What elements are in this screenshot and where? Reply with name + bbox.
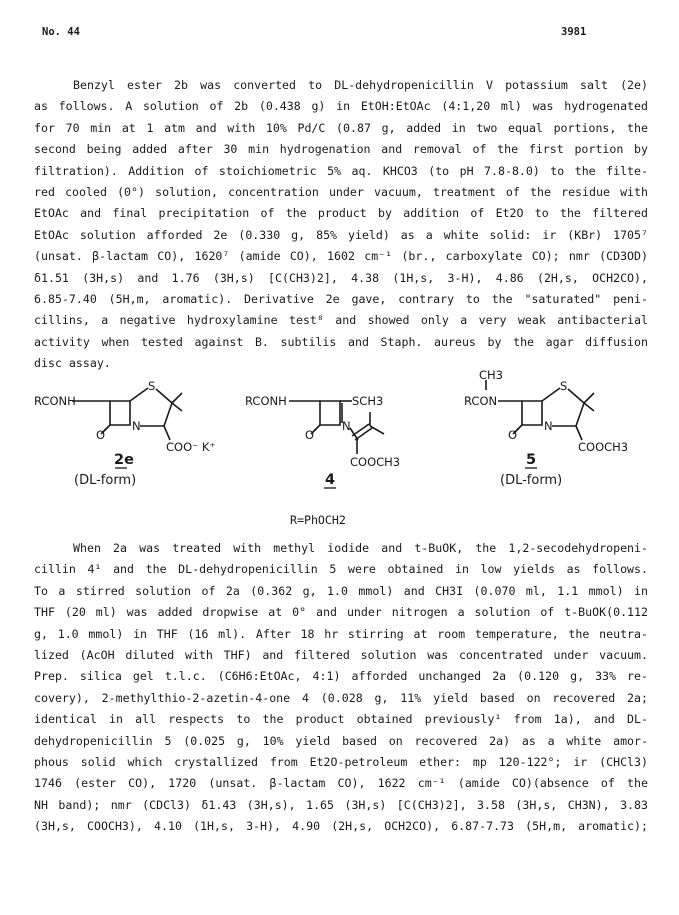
text-line: lized (AcOH diluted with THF) and filtered solution was concentrated under vacuum. — [34, 647, 648, 662]
text-line: (3H,s, COOCH3), 4.10 (1H,s, 3-H), 4.90 (2H,s, OCH2CO), 6.87-7.73 (5H,m, aromatic); — [34, 819, 648, 834]
atom-o: O — [305, 428, 315, 442]
text-line: cillin 4¹ and the DL-dehydropenicillin 5 were obtained in low yields as follows. — [34, 562, 648, 577]
group-carboxylate: COO⁻ K⁺ — [166, 440, 216, 454]
bond — [576, 426, 582, 440]
compound-label-5: 5 — [526, 452, 537, 468]
text-line: Benzyl ester 2b was converted to DL-dehydropenicillin V potassium salt (2e) — [73, 78, 648, 92]
text-line: THF (20 ml) was added dropwise at 0° and under nitrogen a solution of t-BuOK(0.112 — [34, 605, 648, 620]
methyl-bond — [172, 403, 182, 411]
structure-2e — [72, 388, 182, 440]
chemical-structures-scheme — [24, 368, 654, 498]
text-line: covery), 2-methylthio-2-azetin-4-one 4 (0.028 g, 11% yield based on recovered 2a; — [34, 690, 648, 705]
compound-label-4: 4 — [325, 472, 336, 488]
text-line: When 2a was treated with methyl iodide and t-BuOK, the 1,2-secodehydropeni- — [73, 541, 648, 555]
methyl-bond — [584, 403, 594, 411]
text-line: red cooled (0°) solution, concentration under vacuum, treatment of the residue with — [34, 184, 648, 199]
atom-s: S — [148, 379, 156, 393]
bond — [164, 403, 172, 426]
bond — [568, 389, 584, 403]
substituent-rconh: RCONH — [245, 394, 287, 408]
text-line: δ1.51 (3H,s) and 1.76 (3H,s) [C(CH3)2], 4.38 (1H,s, 3-H), 4.86 (2H,s, OCH2CO), — [34, 270, 648, 285]
double-bond — [355, 428, 372, 440]
group-sch3: SCH3 — [352, 394, 384, 408]
beta-lactam-ring — [110, 401, 130, 425]
text-line: To a stirred solution of 2a (0.362 g, 1.0 mmol) and CH3I (0.070 ml, 1.1 mmol) in — [34, 583, 648, 598]
text-line: 1746 (ester CO), 1720 (unsat. β-lactam CO), 1622 cm⁻¹ (amide CO)(absence of the — [34, 776, 648, 791]
atom-o: O — [508, 428, 518, 442]
page-number: 3981 — [561, 26, 587, 38]
structure-5 — [486, 380, 594, 440]
atom-n: N — [544, 419, 553, 433]
structure-4 — [289, 401, 384, 454]
text-line: 6.85-7.40 (5H,m, aromatic). Derivative 2e gave, contrary to the "saturated" peni- — [34, 291, 648, 306]
compound-label-2e: 2e — [114, 452, 134, 468]
bond — [130, 388, 148, 401]
double-bond — [352, 424, 369, 436]
atom-n: N — [132, 419, 141, 433]
text-line: filtration). Addition of stoichiometric 5% aq. KHCO3 (to pH 7.8-8.0) to the filte- — [34, 163, 648, 178]
form-note: (DL-form) — [74, 473, 137, 488]
group-ch3: CH3 — [479, 368, 503, 382]
atom-n: N — [342, 419, 351, 433]
text-line: EtOAc and final precipitation of the product by addition of Et2O to the filtered — [34, 206, 648, 221]
paragraph-experimental-4-5 — [34, 538, 648, 837]
text-line: dehydropenicillin 5 (0.025 g, 10% yield based on recovered 2a) as a white amor- — [34, 733, 648, 748]
methyl-bond — [584, 393, 594, 403]
text-line: EtOAc solution afforded 2e (0.330 g, 85% yield) as a white solid: ir (KBr) 1705⁷ — [34, 227, 648, 242]
atom-s: S — [560, 379, 568, 393]
group-ester: COOCH3 — [578, 440, 629, 454]
azetinone-ring — [320, 401, 340, 425]
bond — [542, 388, 560, 401]
methyl-bond — [370, 426, 384, 434]
text-line: cillins, a negative hydroxylamine test⁸ and showed only a very weak antibacterial — [34, 313, 648, 328]
substituent-rconh: RCONH — [34, 394, 76, 408]
group-ester: COOCH3 — [350, 455, 401, 469]
text-line: for 70 min at 1 atm and with 10% Pd/C (0.87 g, added in two equal portions, the — [34, 120, 648, 135]
form-note: (DL-form) — [500, 473, 563, 488]
paragraph-experimental-2e — [34, 75, 648, 374]
r-group-definition: R=PhOCH2 — [290, 513, 346, 527]
beta-lactam-ring — [522, 401, 542, 425]
text-line: activity when tested against B. subtilis and Staph. aureus by the agar diffusion — [34, 334, 648, 349]
bond — [576, 403, 584, 426]
text-line: disc assay. — [34, 356, 111, 371]
text-line: as follows. A solution of 2b (0.438 g) in EtOH:EtOAc (4:1,20 ml) was hydrogenated — [34, 99, 648, 114]
text-line: identical in all respects to the product obtained previously¹ from 1a), and DL- — [34, 712, 648, 727]
text-line: NH band); nmr (CDCl3) δ1.43 (3H,s), 1.65 (3H,s) [C(CH3)2], 3.58 (3H,s, CH3N), 3.83 — [34, 797, 648, 812]
methyl-bond — [172, 393, 182, 403]
bond — [156, 389, 172, 403]
page-journal-number: No. 44 — [42, 26, 80, 38]
text-line: (unsat. β-lactam CO), 1620⁷ (amide CO), 1602 cm⁻¹ (br., carboxylate CO); nmr (CD3OD) — [34, 249, 648, 264]
bond — [164, 426, 170, 440]
substituent-rcon: RCON — [464, 394, 498, 408]
text-line: g, 1.0 mmol) in THF (16 ml). After 18 hr stirring at room temperature, the neutra- — [34, 626, 648, 641]
text-line: phous solid which crystallized from Et2O-petroleum ether: mp 120-122°; ir (CHCl3) — [34, 754, 648, 769]
text-line: second being added after 30 min hydrogenation and removal of the first portion by — [34, 142, 648, 157]
atom-o: O — [96, 428, 106, 442]
text-line: Prep. silica gel t.l.c. (C6H6:EtOAc, 4:1) afforded unchanged 2a (0.120 g, 33% re- — [34, 669, 648, 684]
